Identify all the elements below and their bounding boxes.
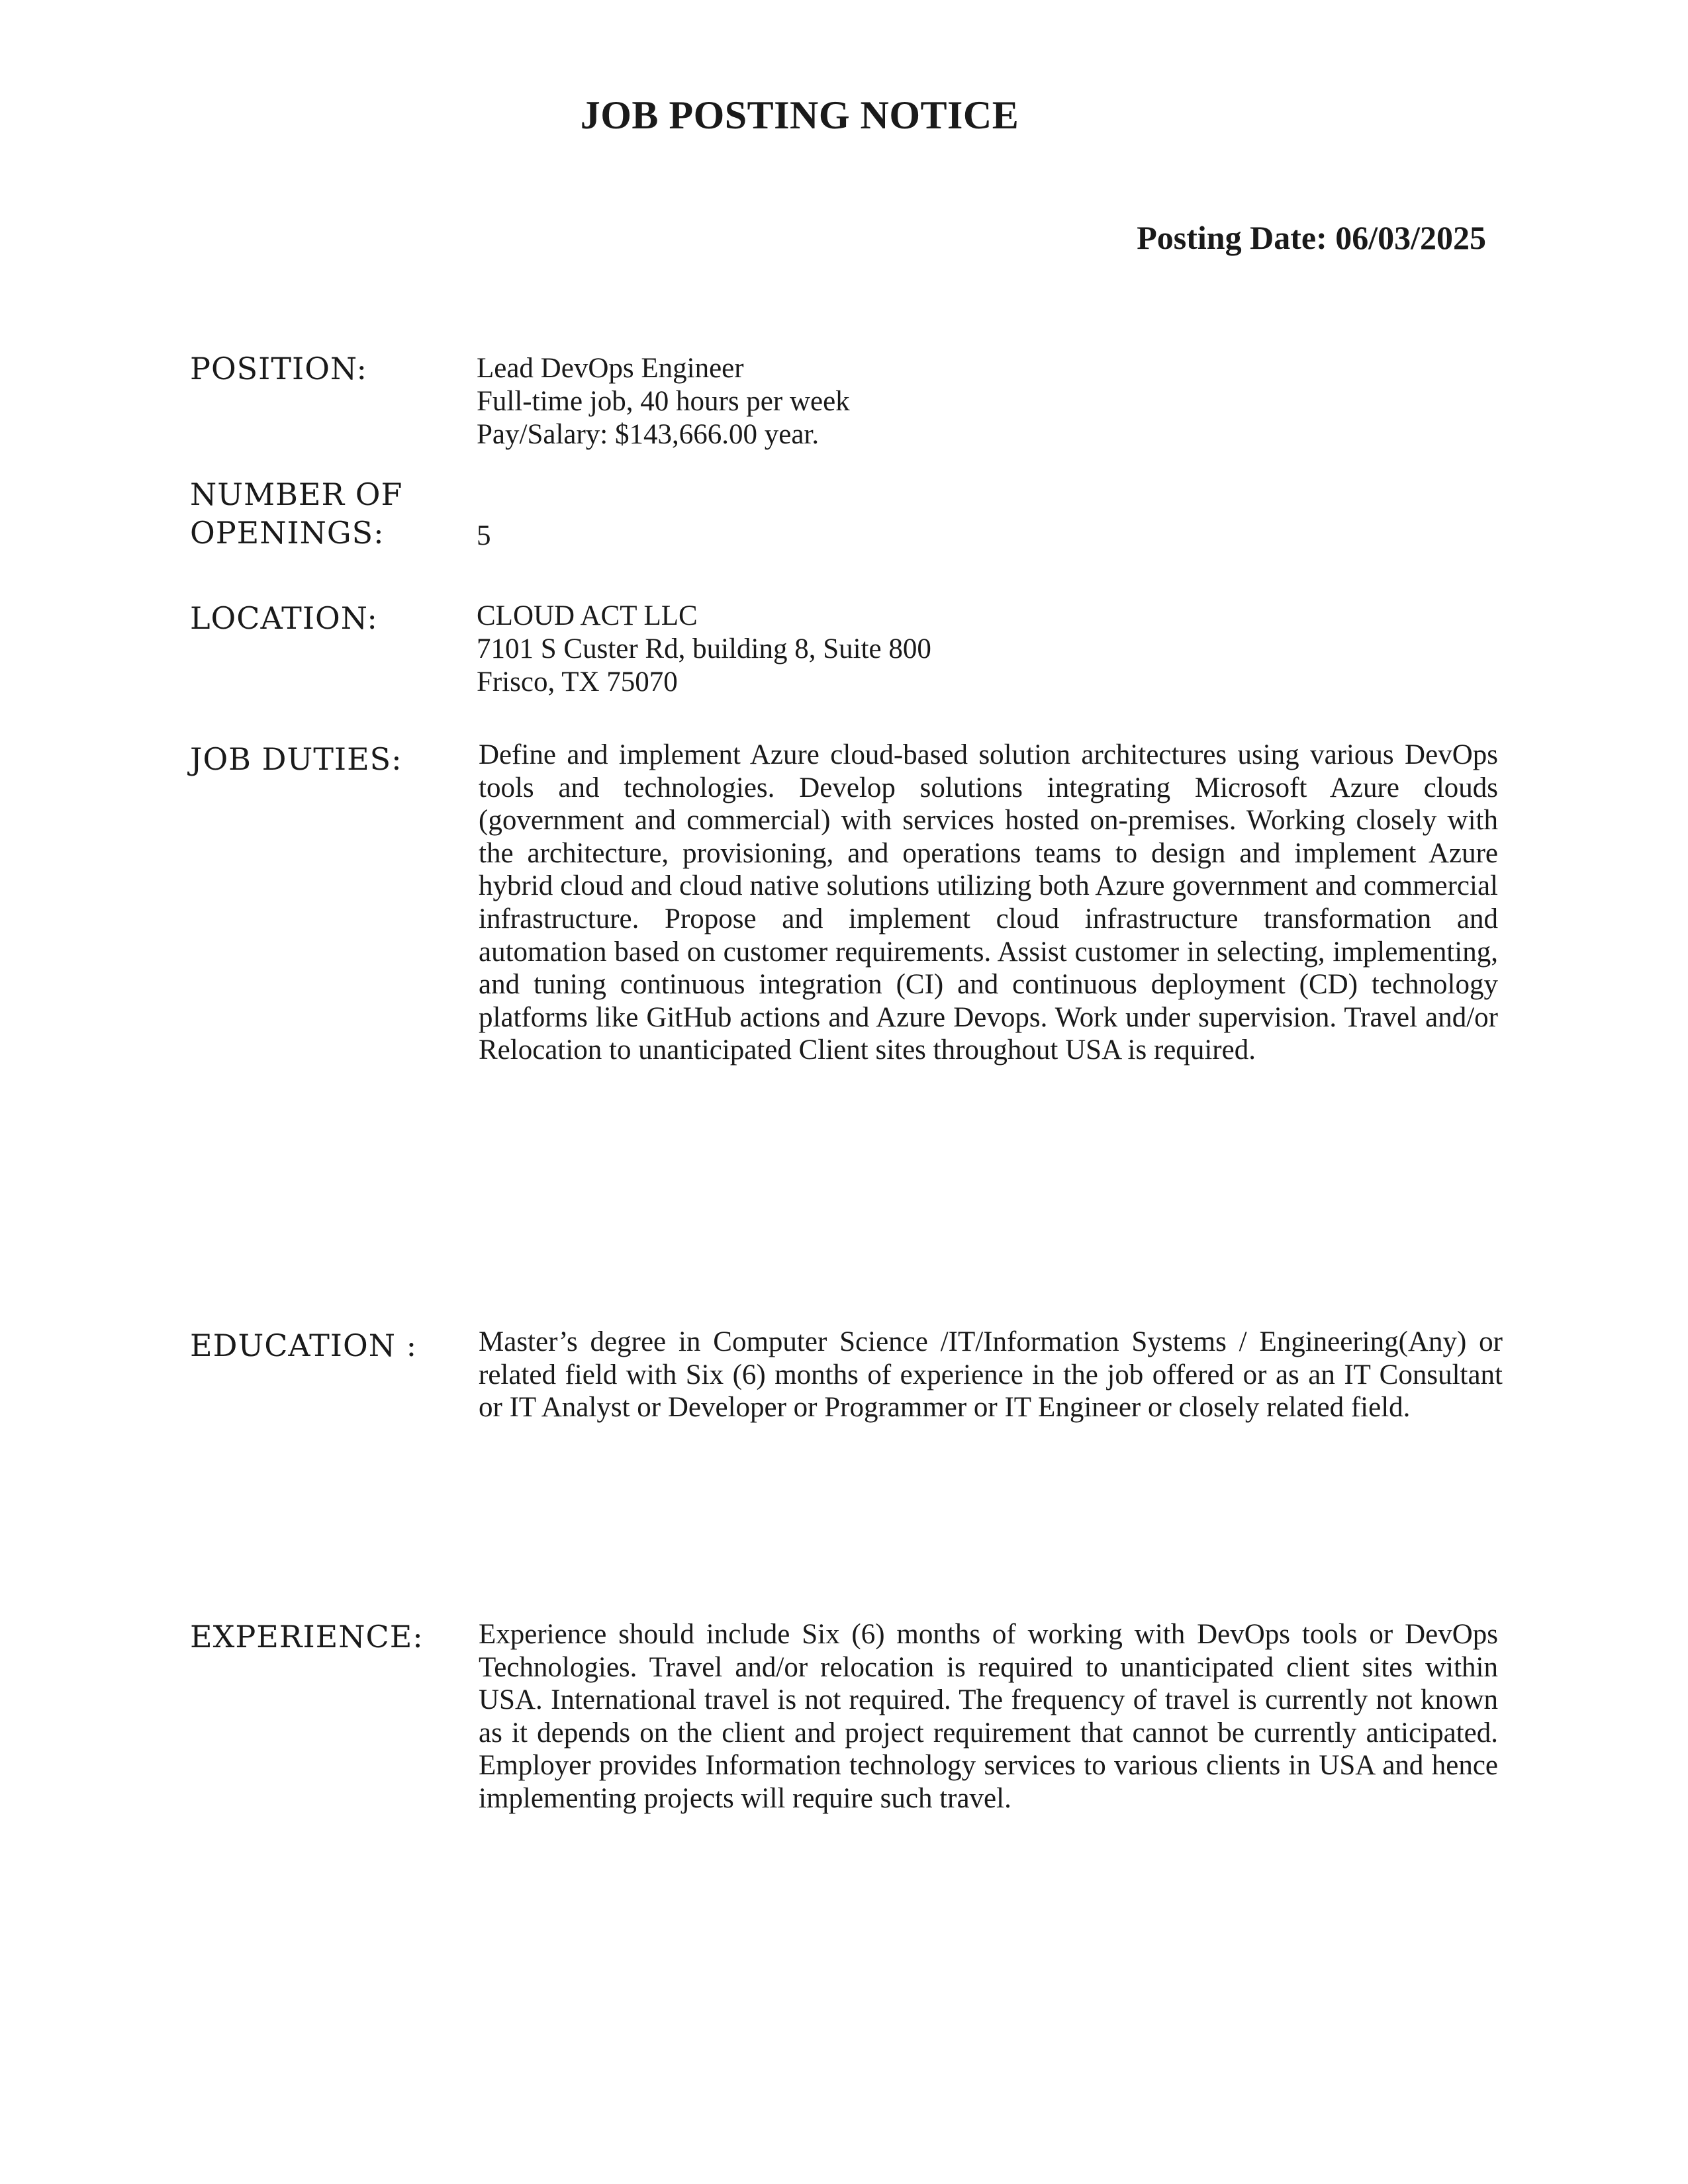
position-salary: Pay/Salary: $143,666.00 year. <box>477 419 820 450</box>
openings-value: 5 <box>477 520 491 551</box>
location-street: 7101 S Custer Rd, building 8, Suite 800 <box>477 633 931 664</box>
experience-label: EXPERIENCE: <box>190 1619 424 1655</box>
education-label: EDUCATION : <box>190 1328 418 1363</box>
position-hours: Full-time job, 40 hours per week <box>477 386 850 417</box>
openings-label-line2: OPENINGS: <box>190 515 385 551</box>
posting-date: Posting Date: 06/03/2025 <box>1137 219 1486 256</box>
openings-label <box>190 475 402 552</box>
location-company: CLOUD ACT LLC <box>477 600 698 631</box>
position-details <box>477 352 850 451</box>
location-details <box>477 600 931 699</box>
location-label: LOCATION: <box>190 600 378 636</box>
document-title: JOB POSTING NOTICE <box>580 93 1019 137</box>
job-duties-text: Define and implement Azure cloud-based solution architectures using various DevOps tools and technologies. Develop solutions integrating Microsoft Azure clouds (government and commercial) with services hosted on-premises. Working closely with the architecture, provisioning, and operations teams to design and implement Azure hybrid cloud and cloud native solutions utilizing both Azure government and commercial infrastructure. Propose and implement cloud infrastructure transformation and automation based on customer requirements. Assist customer in selecting, implementing, and tuning continuous integration (CI) and continuous deployment (CD) technology platforms like GitHub actions and Azure Devops. Work under supervision. Travel and/or Relocation to unanticipated Client sites throughout USA is required. <box>479 739 1498 1066</box>
position-label: POSITION: <box>190 351 368 387</box>
openings-label-line1: NUMBER OF <box>190 477 403 512</box>
job-duties-label: JOB DUTIES: <box>190 741 402 777</box>
experience-text: Experience should include Six (6) months of working with DevOps tools or DevOps Technologies. Travel and/or relocation is required to unanticipated client sites within USA. International travel is not required. The frequency of travel is currently not known as it depends on the client and project requirement that cannot be currently anticipated. Employer provides Information technology services to various clients in USA and hence implementing projects will require such travel. <box>479 1619 1498 1814</box>
education-text: Master’s degree in Computer Science /IT/Information Systems / Engineering(Any) or related field with Six (6) months of experience in the job offered or as an IT Consultant or IT Analyst or Developer or Programmer or IT Engineer or closely related field. <box>479 1326 1503 1424</box>
position-title: Lead DevOps Engineer <box>477 353 744 384</box>
location-city: Frisco, TX 75070 <box>477 666 678 698</box>
